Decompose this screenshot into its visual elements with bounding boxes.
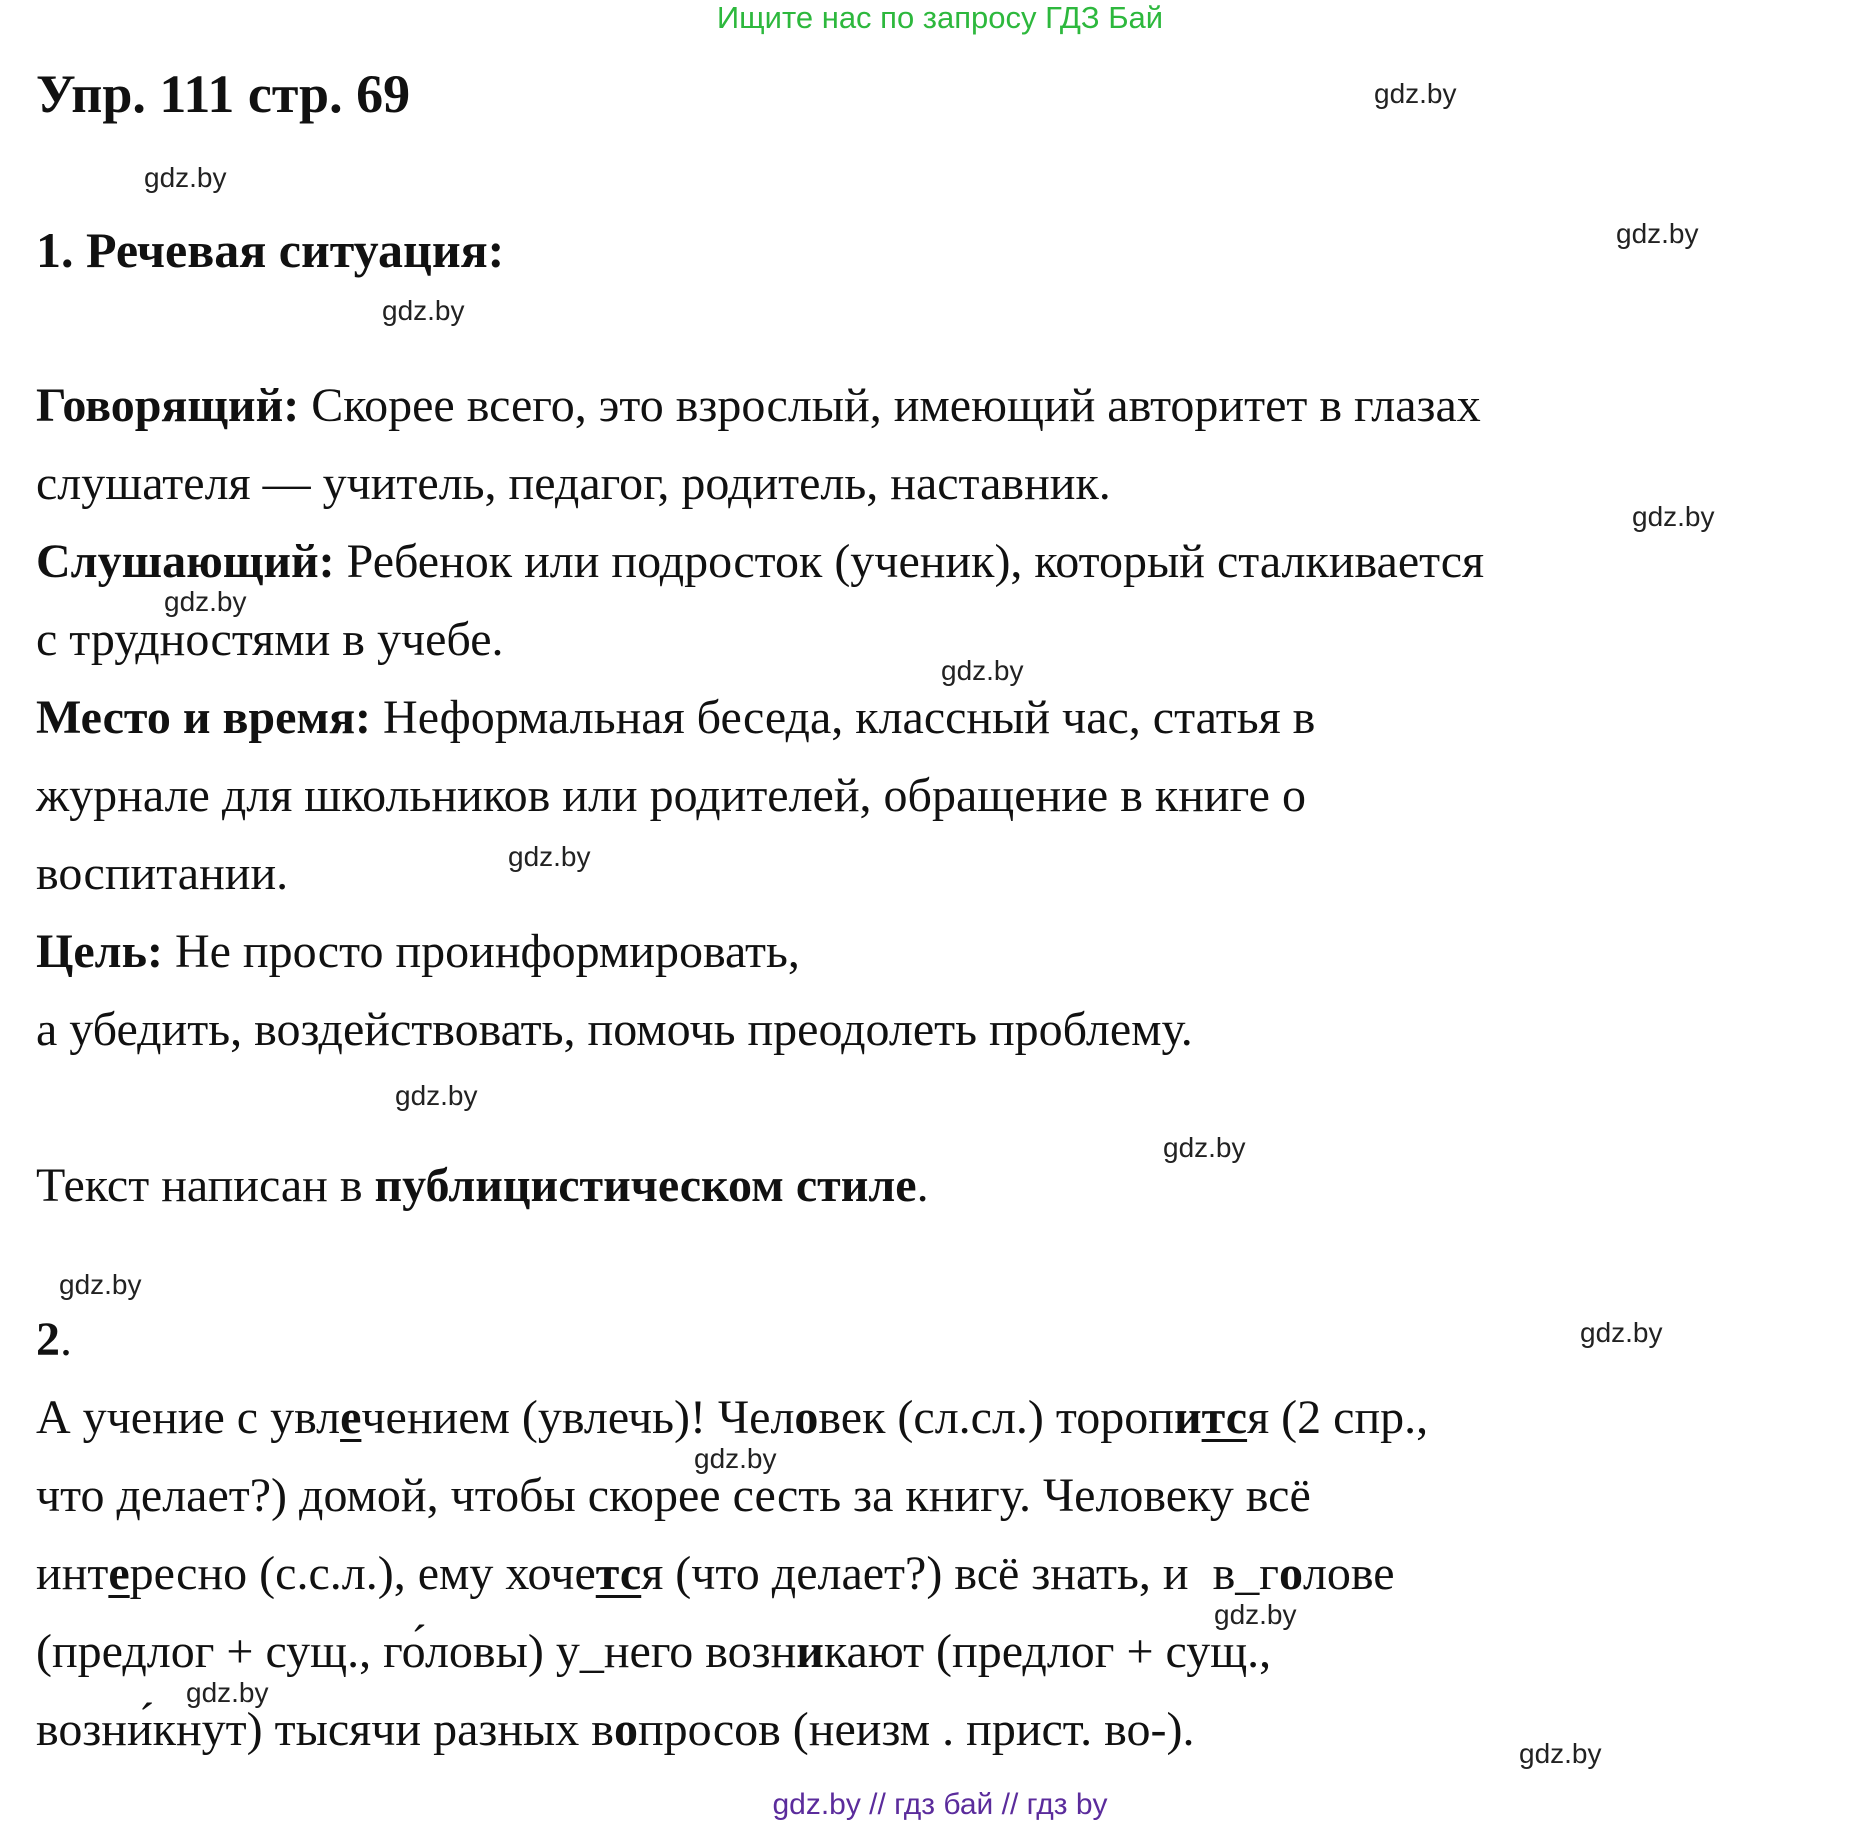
text-segment: кают (предлог + сущ., (823, 1625, 1272, 1678)
text-line (36, 1700, 1194, 1760)
highlighted-text: Говорящий: (36, 379, 300, 432)
text-line (36, 844, 288, 904)
text-line (36, 454, 1111, 514)
watermark: gdz.by (144, 162, 227, 193)
text-line (36, 1544, 1395, 1604)
text-line (36, 1466, 1311, 1526)
text-line (36, 688, 1315, 748)
watermark: gdz.by (1214, 1599, 1297, 1630)
text-line (36, 1388, 1428, 1448)
text-segment: А учение с увл (36, 1391, 341, 1444)
footer-links: gdz.by // гдз бай // гдз by (772, 1788, 1108, 1821)
highlighted-text: публицистическом стиле (374, 1159, 917, 1212)
watermark: gdz.by (382, 295, 465, 326)
text-segment: инт (36, 1547, 109, 1600)
highlighted-text: Место и время: (36, 691, 372, 744)
text-segment: слушателя — учитель, педагог, родитель, наставник. (36, 457, 1111, 510)
watermark: gdz.by (1519, 1738, 1602, 1769)
highlighted-text: тс (1201, 1391, 1248, 1444)
highlighted-text: Цель: (36, 925, 163, 978)
text-line (36, 922, 800, 982)
text-line (36, 376, 1481, 436)
text-line (36, 1310, 72, 1370)
watermark: gdz.by (395, 1080, 478, 1111)
section-heading: 1. Речевая ситуация: (36, 222, 505, 278)
highlighted-text: и (796, 1625, 824, 1678)
text-segment: . (916, 1159, 929, 1212)
text-segment: просов (неизм . прист. во-). (637, 1703, 1195, 1756)
text-segment: Скорее всего, это взрослый, имеющий авторитет в глазах (299, 379, 1481, 432)
highlighted-text: Слушающий: (36, 535, 335, 588)
text-segment: Не просто проинформировать, (162, 925, 800, 978)
watermark: gdz.by (508, 841, 591, 872)
highlighted-text: о (1278, 1547, 1303, 1600)
text-segment: чением (увлечь)! Чел (361, 1391, 795, 1444)
highlighted-text: о (794, 1391, 819, 1444)
text-segment: я (2 спр., (1247, 1391, 1429, 1444)
text-segment: . (60, 1313, 72, 1366)
watermark: gdz.by (694, 1443, 777, 1474)
text-line (36, 532, 1484, 592)
text-segment: с трудностями в учебе. (36, 613, 504, 666)
highlighted-text: тс (595, 1547, 642, 1600)
watermark: gdz.by (186, 1677, 269, 1708)
search-hint-banner: Ищите нас по запросу ГДЗ Бай (716, 0, 1164, 35)
text-segment: Неформальная беседа, классный час, статья в (371, 691, 1316, 744)
highlighted-text: и (1173, 1391, 1202, 1444)
page-title: Упр. 111 стр. 69 (36, 64, 411, 124)
text-segment: век (сл.сл.) тороп (818, 1391, 1174, 1444)
watermark: gdz.by (1163, 1132, 1246, 1163)
highlighted-text: 2 (36, 1313, 60, 1366)
highlighted-text: е (108, 1547, 130, 1600)
text-line (36, 1622, 1271, 1682)
watermark: gdz.by (1374, 78, 1457, 109)
watermark: gdz.by (164, 586, 247, 617)
watermark: gdz.by (59, 1269, 142, 1300)
watermark: gdz.by (1616, 218, 1699, 249)
watermark: gdz.by (1632, 501, 1715, 532)
text-segment: лове (1302, 1547, 1395, 1600)
text-segment: журнале для школьников или родителей, обращение в книге о (36, 769, 1306, 822)
watermark: gdz.by (941, 655, 1024, 686)
text-line (36, 1000, 1193, 1060)
text-segment: что делает?) домой, чтобы скорее сесть за книгу. Человеку всё (36, 1469, 1311, 1522)
text-segment: Текст написан в (36, 1159, 375, 1212)
text-segment: воспитании. (36, 847, 289, 900)
text-line (36, 610, 504, 670)
watermark: gdz.by (1580, 1317, 1663, 1348)
text-line (36, 766, 1306, 826)
text-segment: возни́кнут) тысячи разных в (36, 1703, 614, 1756)
text-segment: (предлог + сущ., го́ловы) у_него возн (36, 1625, 797, 1678)
text-segment: я (что делает?) всё знать, и в_г (641, 1547, 1279, 1600)
text-segment: ресно (с.с.л.), ему хоче (129, 1547, 596, 1600)
text-segment: а убедить, воздействовать, помочь преодолеть проблему. (36, 1003, 1193, 1056)
text-line (36, 1156, 929, 1216)
text-segment: Ребенок или подросток (ученик), который сталкивается (334, 535, 1485, 588)
highlighted-text: е (340, 1391, 362, 1444)
highlighted-text: о (613, 1703, 638, 1756)
